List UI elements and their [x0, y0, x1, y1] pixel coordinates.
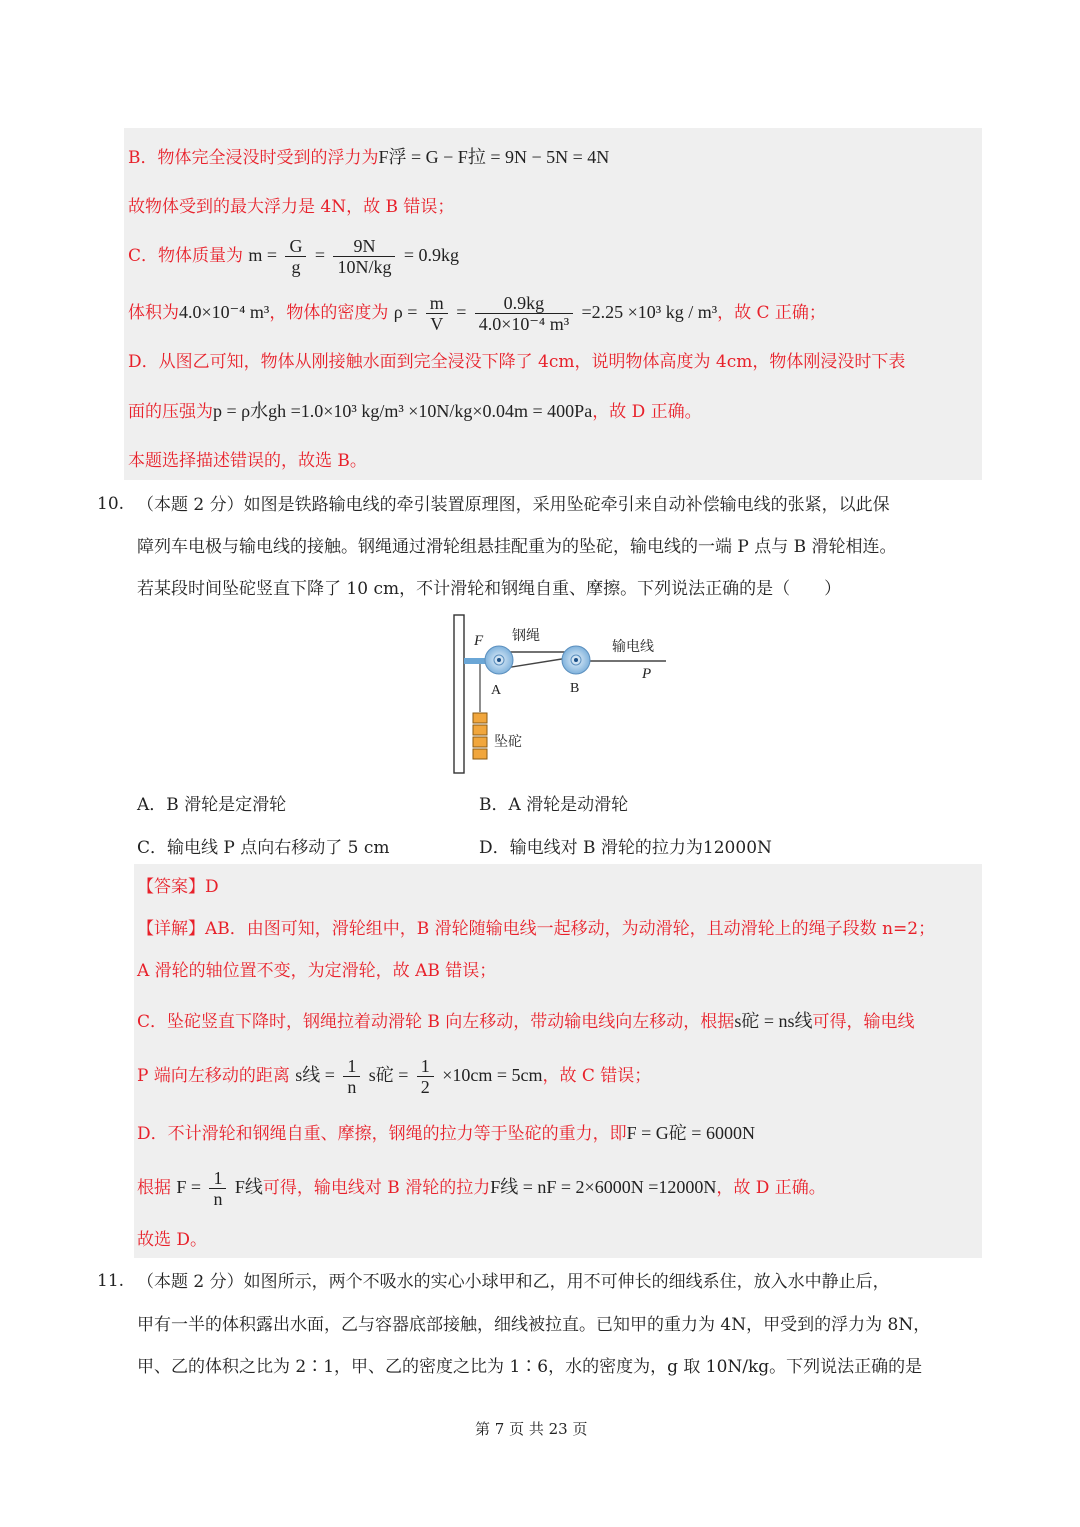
- mass-fraction-2: $\frac{9N}{10N/kg}$: [333, 236, 395, 277]
- answer10-final: 故选 D。: [137, 1230, 208, 1250]
- question10-line2: 障列车电极与输电线的接触。钢绳通过滑轮组悬挂配重为的坠砣，输电线的一端 P 点与 B 滑轮相连。: [137, 537, 897, 557]
- density-fraction-1: $\frac{m}{V}$: [426, 293, 448, 334]
- answer10-c-line1: C．坠砣竖直下降时，钢绳拉着动滑轮 B 向左移动，带动输电线向左移动，根据s砣 = ns线可得，输电线: [137, 1011, 915, 1032]
- counterweight-stack: [473, 713, 487, 759]
- pulley-diagram: [440, 612, 680, 777]
- option-c[interactable]: C．输电线 P 点向右移动了 5 cm: [137, 838, 390, 858]
- question10-line3: 若某段时间坠砣竖直下降了 10 cm，不计滑轮和钢绳自重、摩擦。下列说法正确的是（ ）: [137, 579, 842, 599]
- answer9-d-line1: D．从图乙可知，物体从刚接触水面到完全浸没下降了 4cm，说明物体高度为 4cm，物体刚浸没时下表: [128, 352, 906, 372]
- option-d[interactable]: D．输电线对 B 滑轮的拉力为12000N: [479, 838, 772, 858]
- question11-number: 11.: [97, 1271, 125, 1291]
- answer9-c-mass: C．物体质量为 m = $\frac{G}{g}$ = $\frac{9N}{10N/kg}$ = 0.9kg: [128, 236, 460, 277]
- answer9-final: 本题选择描述错误的，故选 B。: [128, 451, 367, 471]
- option-b[interactable]: B．A 滑轮是动滑轮: [479, 795, 629, 815]
- question11-line3: 甲、乙的体积之比为 2∶1，甲、乙的密度之比为 1∶6，水的密度为，g 取 10N/kg。下列说法正确的是: [137, 1357, 923, 1377]
- answer10-d-line2: 根据 F = $\frac{1}{n}$ F线可得，输电线对 B 滑轮的拉力F线 = nF = 2×6000N =12000N，故 D 正确。: [137, 1168, 826, 1209]
- question11-line1: （本题 2 分）如图所示，两个不吸水的实心小球甲和乙，用不可伸长的细线系住，放入水中静止后，: [137, 1272, 890, 1292]
- page-footer: 第 7 页 共 23 页: [475, 1420, 588, 1438]
- pulley-b: [562, 646, 590, 674]
- wall-post: [454, 615, 464, 773]
- force-fraction: $\frac{1}{n}$: [209, 1168, 226, 1209]
- figure-label-f: F: [474, 633, 484, 649]
- option-a[interactable]: A．B 滑轮是定滑轮: [137, 795, 287, 815]
- figure-label-p: P: [642, 666, 652, 682]
- density-fraction-2: $\frac{0.9kg}{\text{4.0×10⁻⁴ m³}}$: [475, 293, 573, 334]
- figure-label-a: A: [491, 683, 502, 698]
- answer10-d-line1: D．不计滑轮和钢绳自重、摩擦，钢绳的拉力等于坠砣的重力，即F = G砣 = 6000N: [137, 1123, 755, 1144]
- figure-label-weight: 坠砣: [494, 734, 522, 750]
- question11-line2: 甲有一半的体积露出水面，乙与容器底部接触，细线被拉直。已知甲的重力为 4N，甲受到的浮力为 8N，: [137, 1315, 931, 1335]
- pulley-a: [485, 646, 513, 674]
- figure-label-b: B: [570, 681, 580, 696]
- question10-number: 10.: [97, 494, 125, 514]
- answer9-c-density: 体积为4.0×10⁻⁴ m³，物体的密度为 ρ = $\frac{m}{V}$ = $\frac{0.9kg}{\text{4.0×10⁻⁴ m³}}$ =2.25 ×10³ kg / m³，故 C 正确；: [128, 293, 826, 334]
- distance-fraction-2: $\frac{1}{2}$: [417, 1056, 434, 1097]
- answer10-detail-line2: A 滑轮的轴位置不变，为定滑轮，故 AB 错误；: [137, 961, 497, 981]
- distance-fraction-1: $\frac{1}{n}$: [343, 1056, 360, 1097]
- answer10-answer: 【答案】D: [137, 877, 219, 897]
- figure-label-wire: 输电线: [612, 639, 654, 655]
- answer10-detail-line1: 【详解】AB．由图可知，滑轮组中，B 滑轮随输电线一起移动，为动滑轮，且动滑轮上的绳子段数 n=2；: [137, 919, 936, 939]
- answer9-b-conclusion: 故物体受到的最大浮力是 4N，故 B 错误；: [128, 197, 455, 217]
- answer9-b-line: B．物体完全浸没时受到的浮力为F浮 = G − F拉 = 9N − 5N = 4N: [128, 147, 610, 168]
- answer9-d-line2: 面的压强为p = ρ水gh =1.0×10³ kg/m³ ×10N/kg×0.04m = 400Pa，故 D 正确。: [128, 401, 702, 422]
- figure-label-rope: 钢绳: [512, 628, 540, 644]
- question10-line1: （本题 2 分）如图是铁路输电线的牵引装置原理图，采用坠砣牵引来自动补偿输电线的张紧，以此保: [137, 495, 890, 515]
- answer10-c-line2: P 端向左移动的距离 s线 = $\frac{1}{n}$ s砣 = $\frac{1}{2}$ ×10cm = 5cm，故 C 错误；: [137, 1056, 652, 1097]
- mass-fraction-1: $\frac{G}{g}$: [285, 236, 306, 277]
